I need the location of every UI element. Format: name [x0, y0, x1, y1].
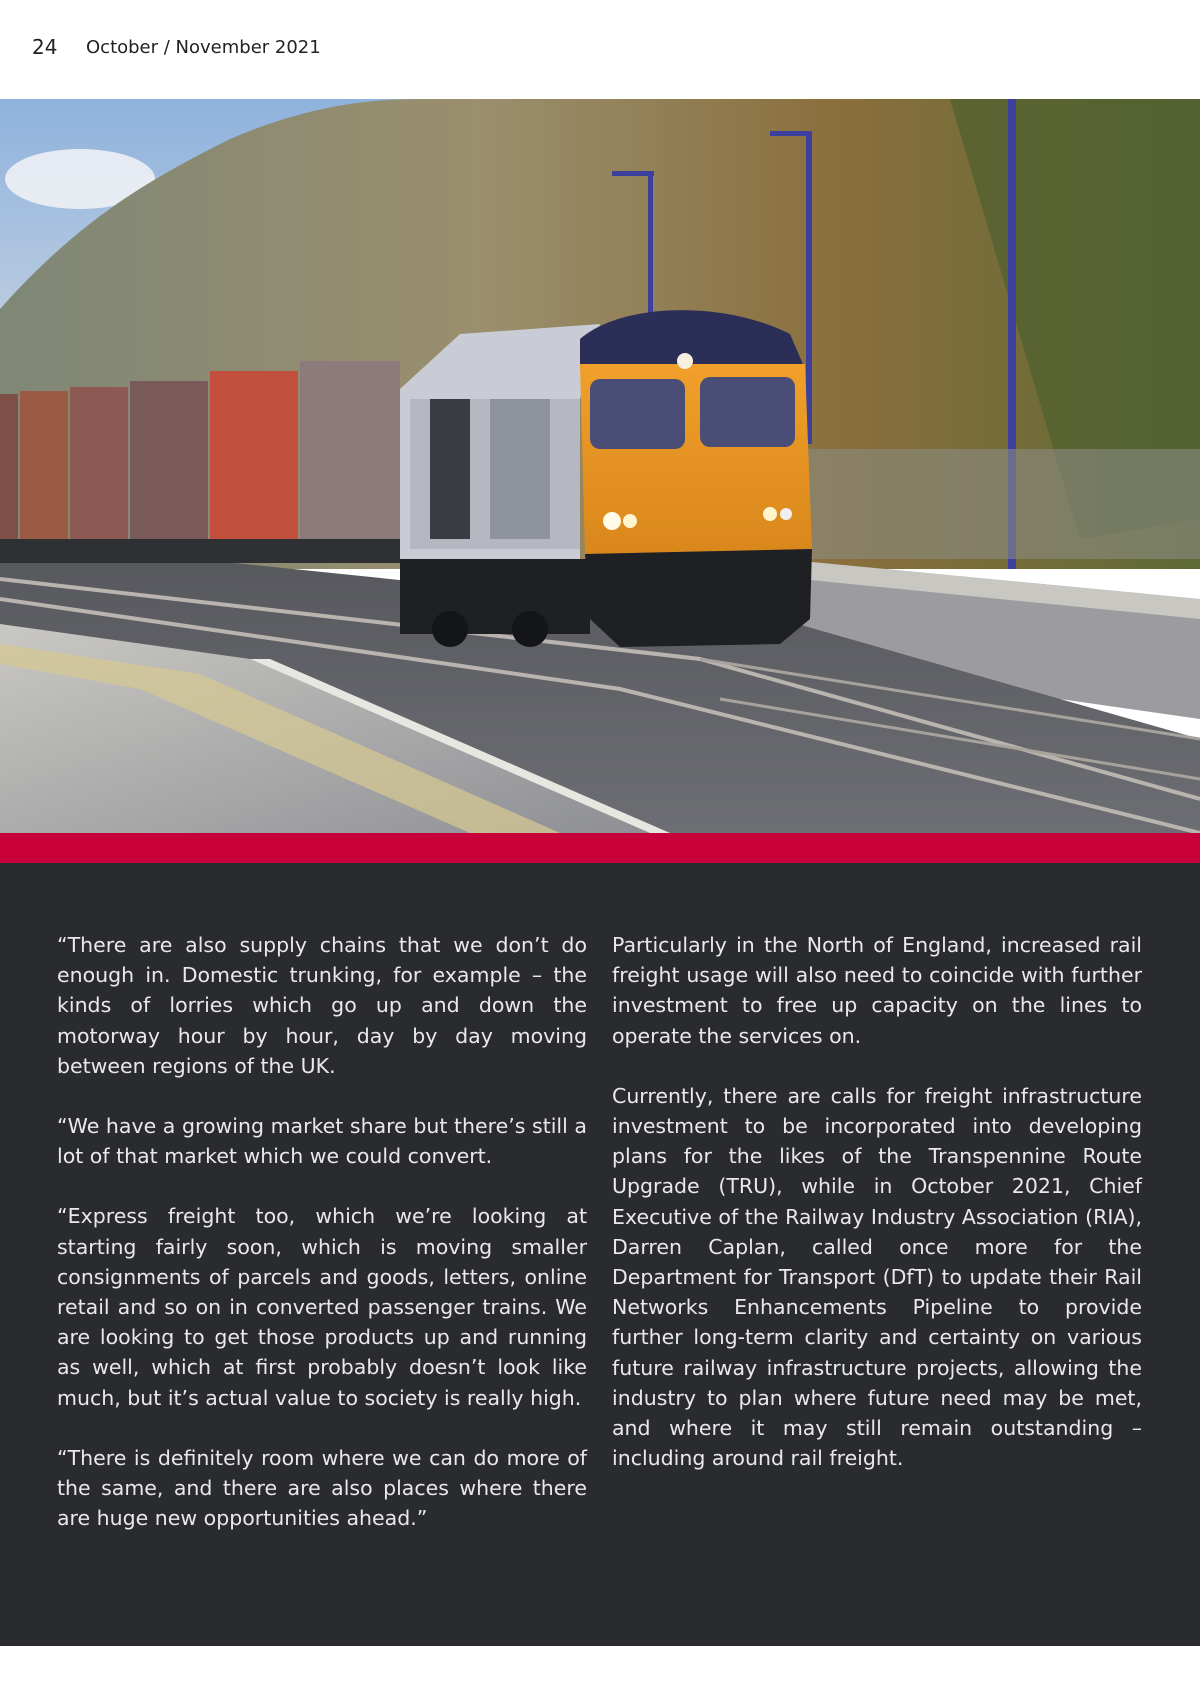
paragraph: “There is definitely room where we can do more of the same, and there are also places where there are huge new opportunities ahead.” — [57, 1445, 587, 1531]
paragraph: Currently, there are calls for freight infrastructure investment to be incorporated into developing plans for the likes of the Transpennine Route Upgrade (TRU), while in October 2021, Chief Executive of the Railway Industry Association (RIA), Darren Caplan, called once more for the Department for Transport (DfT) to update their Rail Networks Enhancements Pipeline to provide further long-term clarity and certainty on various future railway infrastructure projects, allowing the industry to plan where future need may be met, and where it may still remain outstanding – including around rail freight. — [612, 1083, 1142, 1471]
paragraph: “There are also supply chains that we don’t do enough in. Domestic trunking, for example – the kinds of lorries which go up and down the motorway hour by hour, day by day moving between regions of the UK. — [57, 933, 587, 1078]
paragraph: “Express freight too, which we’re looking at starting fairly soon, which is moving smaller consignments of parcels and goods, letters, online retail and so on in converted passenger trains. We are looking to get those products up and running as well, which at first probably doesn’t look like much, but it’s actual value to society is really high. — [57, 1204, 587, 1410]
left-column — [57, 930, 587, 1563]
freight-train-photo — [0, 99, 1200, 833]
page-header — [0, 0, 1200, 99]
right-column — [612, 930, 1142, 1503]
page-footer-margin — [0, 1646, 1200, 1696]
page-number: 24 — [32, 35, 58, 59]
issue-date: October / November 2021 — [86, 37, 321, 58]
paragraph: Particularly in the North of England, increased rail freight usage will also need to coincide with further investment to free up capacity on the lines to operate the services on. — [612, 933, 1142, 1048]
paragraph: “We have a growing market share but there’s still a lot of that market which we could convert. — [57, 1114, 587, 1169]
accent-bar — [0, 833, 1200, 863]
